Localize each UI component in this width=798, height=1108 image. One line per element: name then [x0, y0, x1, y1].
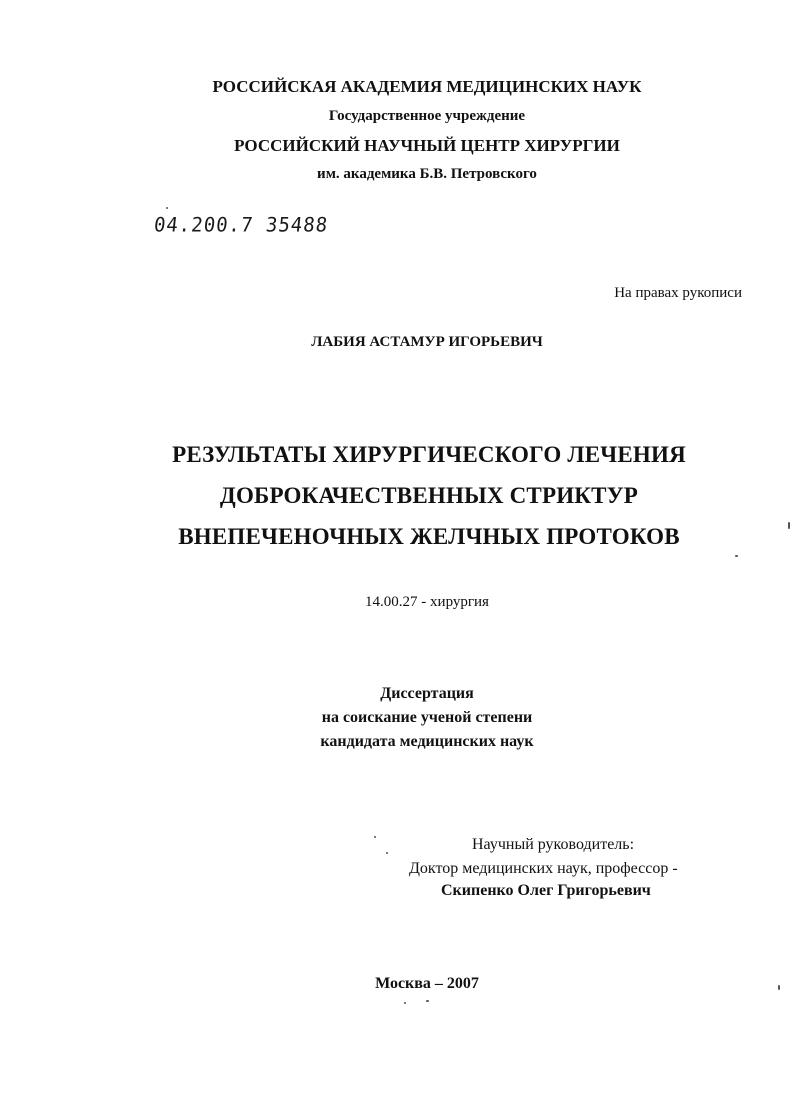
city-year: Москва – 2007	[375, 975, 479, 992]
thesis-title-line-1: РЕЗУЛЬТАТЫ ХИРУРГИЧЕСКОГО ЛЕЧЕНИЯ	[172, 442, 686, 467]
thesis-title-line-3: ВНЕПЕЧЕНОЧНЫХ ЖЕЛЧНЫХ ПРОТОКОВ	[178, 524, 680, 549]
scan-speck	[735, 555, 738, 557]
scan-speck	[788, 522, 790, 529]
scan-speck	[374, 836, 376, 838]
archive-number-stamp: 04.200.7 35488	[152, 213, 330, 237]
scan-speck	[778, 985, 780, 990]
specialty-code: 14.00.27 - хирургия	[365, 594, 489, 610]
thesis-title-line-2: ДОБРОКАЧЕСТВЕННЫХ СТРИКТУР	[219, 483, 639, 508]
named-after: им. академика Б.В. Петровского	[317, 166, 537, 182]
supervisor-name: Скипенко Олег Григорьевич	[441, 882, 651, 899]
scan-speck	[166, 207, 168, 209]
author-name: ЛАБИЯ АСТАМУР ИГОРЬЕВИЧ	[311, 334, 543, 350]
document-type: Диссертация	[380, 685, 474, 702]
scan-speck	[426, 1000, 429, 1002]
research-center-name: РОССИЙСКИЙ НАУЧНЫЙ ЦЕНТР ХИРУРГИИ	[234, 136, 620, 155]
rights-note: На правах рукописи	[614, 285, 742, 301]
supervisor-position: Доктор медицинских наук, профессор -	[409, 860, 678, 877]
supervisor-label: Научный руководитель:	[472, 836, 635, 853]
institution-type: Государственное учреждение	[328, 108, 526, 124]
academy-name: РОССИЙСКАЯ АКАДЕМИЯ МЕДИЦИНСКИХ НАУК	[212, 77, 642, 96]
degree-purpose: на соискание ученой степени	[321, 709, 533, 726]
degree-name: кандидата медицинских наук	[320, 733, 534, 750]
scan-speck	[386, 852, 388, 854]
scan-speck	[404, 1002, 406, 1004]
